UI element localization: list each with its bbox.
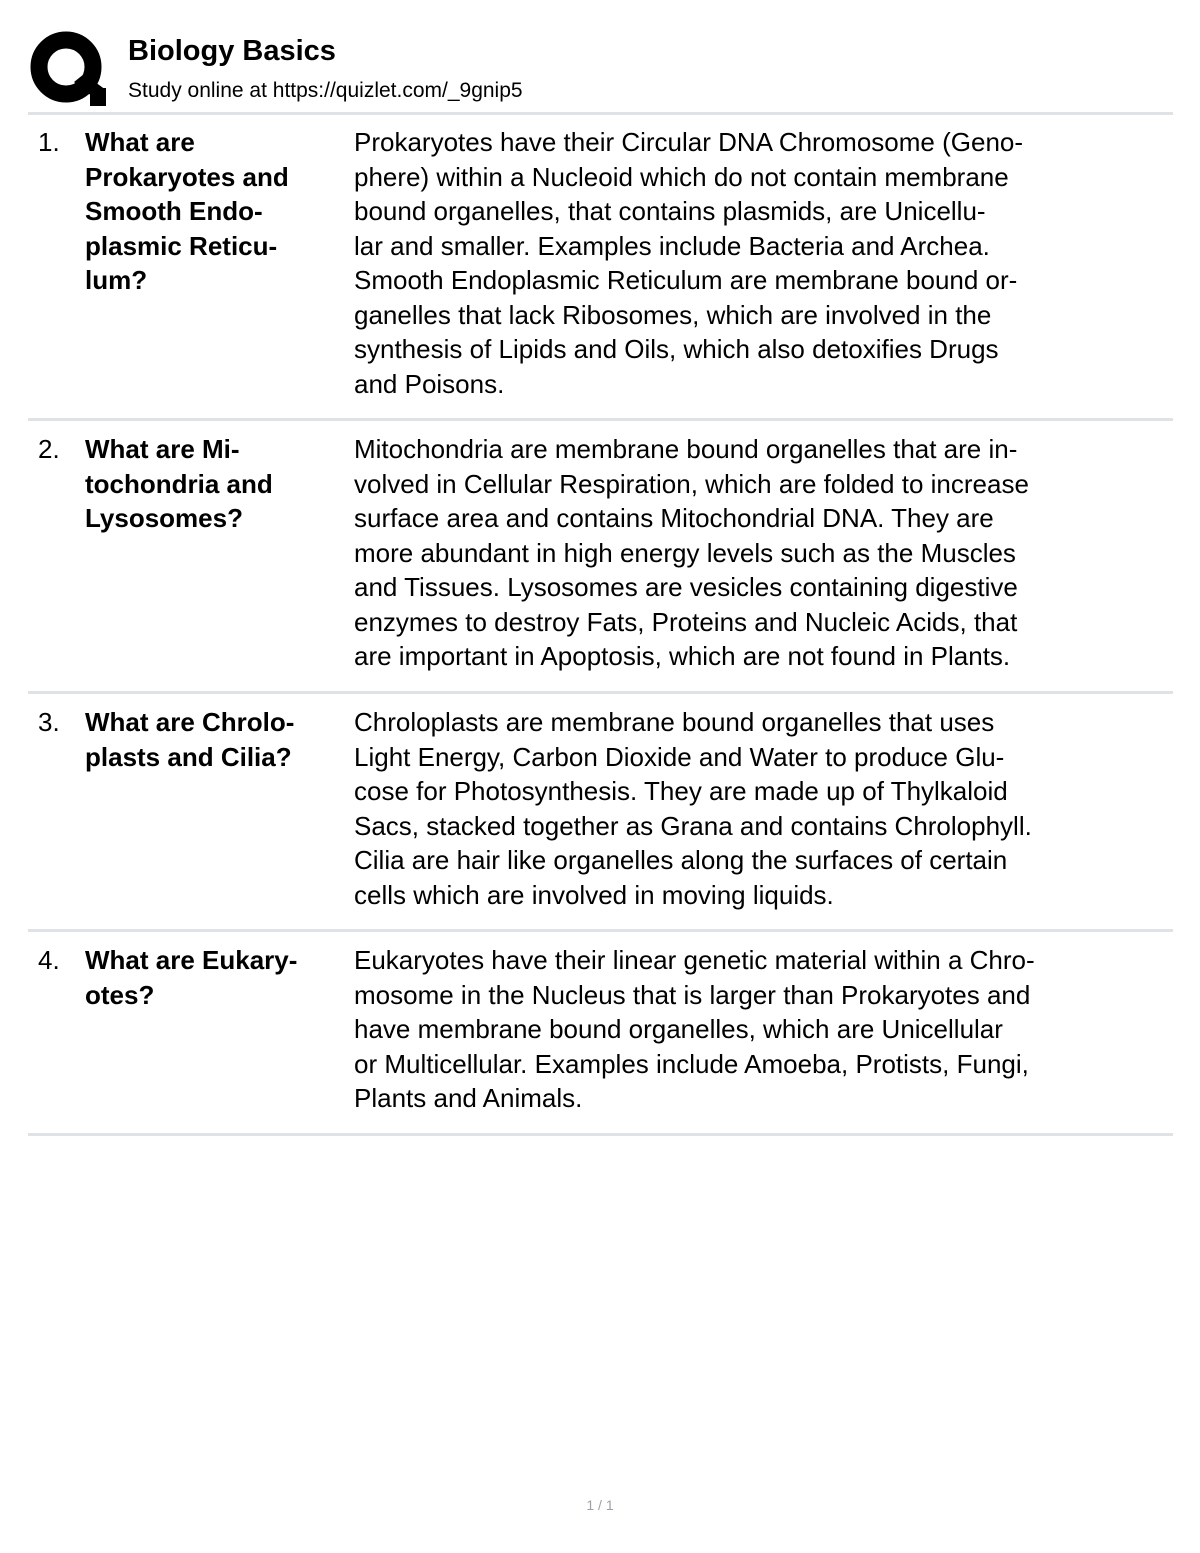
definition-line: Sacs, stacked together as Grana and contains Chrolophyll. (354, 810, 1032, 841)
definition-line: surface area and contains Mitochondrial DNA. They are (354, 503, 994, 533)
definition-line: lar and smaller. Examples include Bacteria and Archea. (354, 230, 990, 261)
term-line: otes? (85, 979, 155, 1010)
card-definition (354, 705, 1169, 912)
flashcard (28, 432, 1173, 677)
divider (28, 418, 1173, 421)
definition-line: bound organelles, that contains plasmids, are Unicellu- (354, 196, 986, 226)
definition-line: Cilia are hair like organelles along the surfaces of certain (354, 845, 1008, 875)
definition-line: and Poisons. (354, 368, 505, 399)
term-line: What are (85, 127, 195, 157)
definition-line: Chroloplasts are membrane bound organelles that uses (354, 707, 995, 737)
definition-line: enzymes to destroy Fats, Proteins and Nucleic Acids, that (354, 606, 1018, 637)
card-number: 1. (38, 127, 60, 157)
term-line: plasmic Reticu- (85, 230, 278, 261)
page-indicator: 1 / 1 (586, 1497, 614, 1513)
definition-line: ganelles that lack Ribosomes, which are involved in the (354, 299, 992, 330)
definition-line: Light Energy, Carbon Dioxide and Water to produce Glu- (354, 741, 1005, 772)
card-definition (354, 943, 1169, 1116)
term-line: Prokaryotes and (85, 161, 289, 192)
definition-line: are important in Apoptosis, which are not found in Plants. (354, 641, 1011, 671)
definition-line: synthesis of Lipids and Oils, which also detoxifies Drugs (354, 334, 999, 364)
flashcard (28, 705, 1173, 915)
divider (28, 691, 1173, 694)
card-definition (354, 432, 1169, 674)
card-number: 2. (38, 434, 60, 464)
definition-line: Eukaryotes have their linear genetic material within a Chro- (354, 945, 1035, 975)
term-line: What are Eukary- (85, 945, 298, 975)
card-number: 3. (38, 707, 60, 737)
card-number: 4. (38, 945, 60, 975)
card-term (85, 943, 345, 1012)
term-line: plasts and Cilia? (85, 741, 292, 772)
definition-line: volved in Cellular Respiration, which are folded to increase (354, 468, 1029, 499)
divider (28, 1133, 1173, 1136)
term-line: What are Mi- (85, 434, 240, 464)
definition-line: more abundant in high energy levels such as the Muscles (354, 537, 1016, 568)
definition-line: phere) within a Nucleoid which do not contain membrane (354, 161, 1009, 192)
definition-line: Mitochondria are membrane bound organelles that are in- (354, 434, 1018, 464)
definition-line: cells which are involved in moving liquids. (354, 879, 834, 910)
study-url-text: Study online at https://quizlet.com/_9gnip5 (128, 79, 523, 102)
definition-line: have membrane bound organelles, which are Unicellular (354, 1014, 1003, 1044)
term-line: Lysosomes? (85, 503, 243, 533)
document-header (30, 28, 1172, 108)
card-term (85, 705, 345, 774)
definition-line: cose for Photosynthesis. They are made up of Thylkaloid (354, 776, 1008, 806)
card-definition (354, 125, 1169, 401)
definition-line: Plants and Animals. (354, 1083, 583, 1113)
definition-line: or Multicellular. Examples include Amoeba, Protists, Fungi, (354, 1048, 1029, 1079)
page-title: Biology Basics (128, 35, 336, 67)
definition-line: Prokaryotes have their Circular DNA Chromosome (Geno- (354, 127, 1024, 157)
card-term (85, 125, 345, 298)
flashcard (28, 943, 1173, 1123)
term-line: lum? (85, 265, 148, 295)
definition-line: Smooth Endoplasmic Reticulum are membrane bound or- (354, 265, 1018, 295)
card-term (85, 432, 345, 536)
divider (28, 929, 1173, 932)
divider (28, 112, 1173, 115)
term-line: tochondria and (85, 468, 273, 499)
quizlet-logo (30, 30, 106, 106)
definition-line: mosome in the Nucleus that is larger than Prokaryotes and (354, 979, 1031, 1010)
term-line: What are Chrolo- (85, 707, 295, 737)
flashcard (28, 125, 1173, 405)
definition-line: and Tissues. Lysosomes are vesicles containing digestive (354, 572, 1018, 602)
term-line: Smooth Endo- (85, 196, 263, 226)
